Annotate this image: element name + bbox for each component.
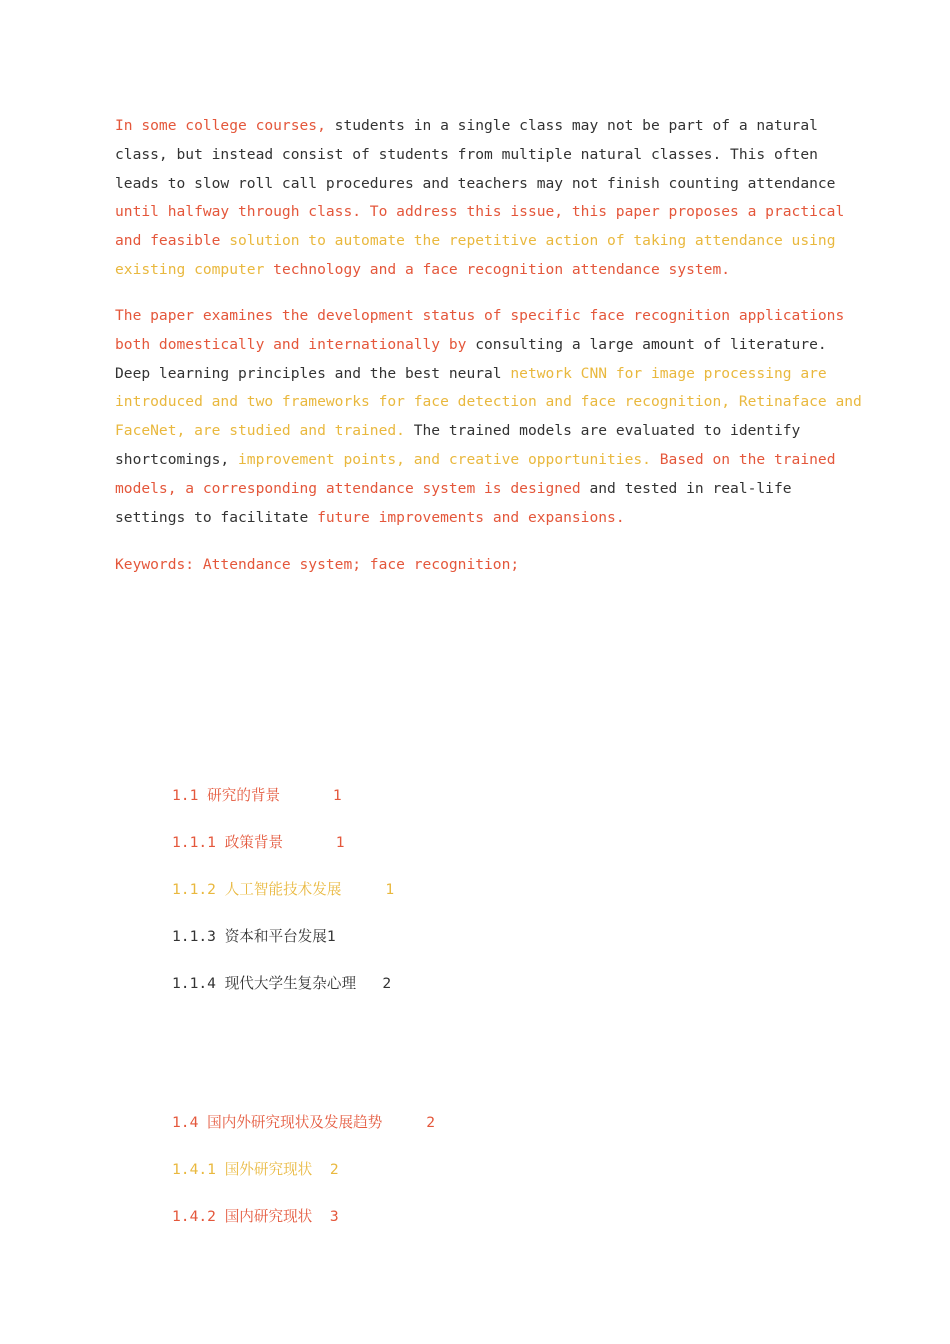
text-run: network CNN for image processing are xyxy=(510,364,827,382)
text-run: until halfway through class. To address this issue, this paper proposes a practical xyxy=(115,203,845,221)
text-line xyxy=(115,360,835,389)
text-line xyxy=(115,475,835,504)
text-run: existing computer xyxy=(115,260,274,278)
text-run: improvement points, and creative opportunities. xyxy=(238,450,651,468)
text-line xyxy=(115,302,845,331)
text-run: The paper examines the development status of specific face recognition applications xyxy=(115,307,845,324)
keywords-line: Keywords: Attendance system; face recognition; xyxy=(115,556,520,573)
text-run: future improvements and expansions. xyxy=(317,508,625,526)
text-line xyxy=(115,417,835,446)
text-line xyxy=(115,504,835,533)
toc-entry-1-1-4[interactable]: 1.1.4 现代大学生复杂心理 2 xyxy=(172,975,392,992)
toc-entry-1-1-1[interactable]: 1.1.1 政策背景 1 xyxy=(172,834,345,851)
text-run: both domestically and internationally by xyxy=(115,335,476,353)
abstract-paragraph-1 xyxy=(115,112,845,285)
text-run: and feasible xyxy=(115,232,230,250)
text-run: settings to facilitate xyxy=(115,508,318,526)
text-run: class, but instead consist of students from multiple natural classes. This often xyxy=(115,145,818,163)
text-run: The trained models are evaluated to identify xyxy=(404,422,801,440)
text-line xyxy=(115,227,835,256)
text-line xyxy=(115,198,845,227)
text-line xyxy=(115,112,835,141)
text-run: solution to automate the repetitive action of taking attendance using xyxy=(229,232,836,250)
text-run: consulting a large amount of literature. xyxy=(475,335,827,353)
toc-entry-1-4-2[interactable]: 1.4.2 国内研究现状 3 xyxy=(172,1208,339,1225)
toc-entry-1-1[interactable]: 1.1 研究的背景 1 xyxy=(172,787,342,804)
toc-entry-1-4-1[interactable]: 1.4.1 国外研究现状 2 xyxy=(172,1161,339,1178)
text-run: leads to slow roll call procedures and teachers may not finish counting attendance xyxy=(115,174,836,192)
text-run: shortcomings, xyxy=(115,450,239,468)
text-run: students in a single class may not be part of a natural xyxy=(325,117,818,134)
text-run: technology and a face recognition attendance system. xyxy=(273,260,731,278)
text-line xyxy=(115,256,835,285)
toc-entry-1-1-2[interactable]: 1.1.2 人工智能技术发展 1 xyxy=(172,881,395,898)
text-run: models, a corresponding attendance system is designed xyxy=(115,479,581,497)
text-run: introduced and two frameworks for face detection and face recognition, Retinaface and xyxy=(115,393,862,411)
text-run: and tested in real-life xyxy=(580,479,792,497)
text-line xyxy=(115,170,835,199)
text-run: Deep learning principles and the best neural xyxy=(115,364,511,382)
text-run: FaceNet, are studied and trained. xyxy=(115,422,405,440)
text-line xyxy=(115,141,835,170)
text-line xyxy=(115,446,835,475)
abstract-paragraph-2 xyxy=(115,302,862,532)
text-line xyxy=(115,388,862,417)
text-run: Based on the trained xyxy=(650,450,836,468)
text-line xyxy=(115,331,835,360)
toc-entry-1-4[interactable]: 1.4 国内外研究现状及发展趋势 2 xyxy=(172,1114,435,1131)
text-run: In some college courses, xyxy=(115,117,326,134)
toc-entry-1-1-3[interactable]: 1.1.3 资本和平台发展1 xyxy=(172,928,336,945)
